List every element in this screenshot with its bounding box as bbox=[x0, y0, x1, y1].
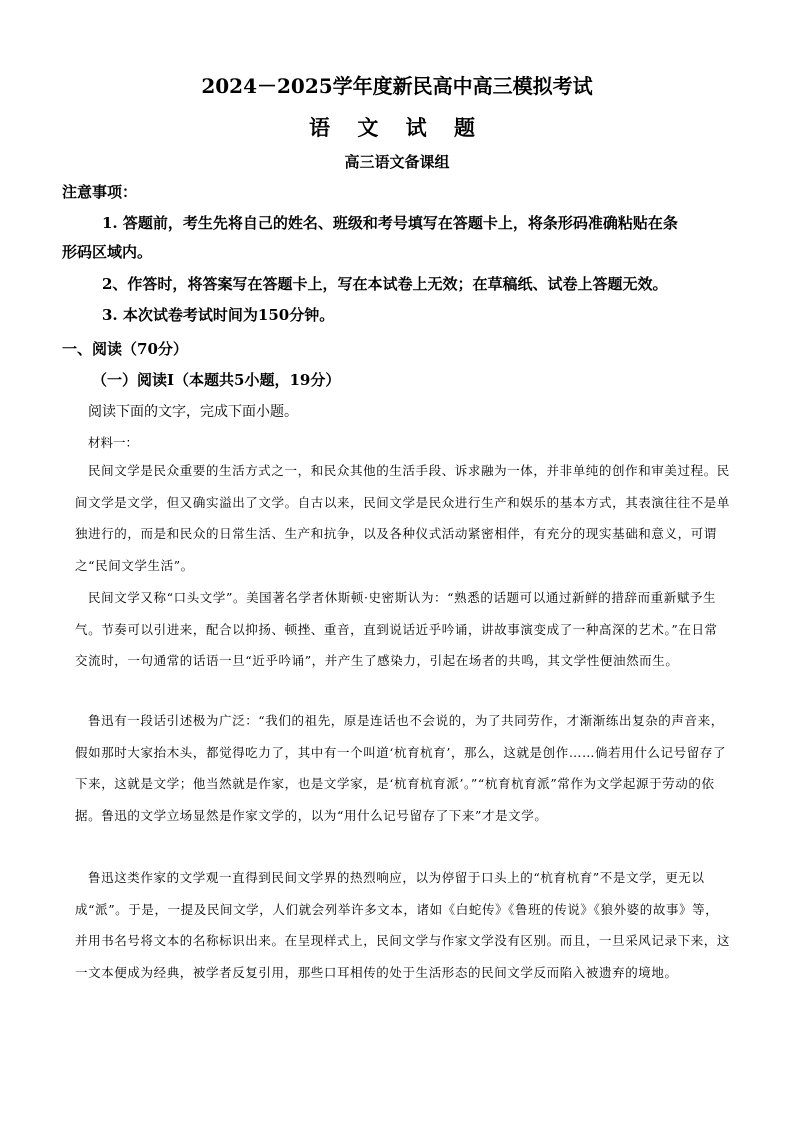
notice-item-2 bbox=[62, 270, 732, 299]
notice-item-1-line-1: 1. 答题前，考生先将自己的姓名、班级和考号填写在答题卡上，将条形码准确粘贴在条 bbox=[102, 214, 678, 232]
author-group: 高三语文备课组 bbox=[344, 153, 450, 171]
paragraph-2: 民间文学又称“口头文学”。美国著名学者休斯顿·史密斯认为：“熟悉的话题可以通过新鲜的措辞而重新赋予生气。节奏可以引进来，配合以抑扬、顿挫、重音，直到说话近乎吟诵，讲故事演变成了一种高深的艺术。”在日常交流时，一句通常的话语一旦“近乎吟诵”，并产生了感染力，引起在场者的共鸣，其文学性便油然而生。 bbox=[75, 590, 718, 668]
notice-heading: 注意事项： bbox=[62, 183, 138, 201]
subject-title: 语 文 试 题 bbox=[309, 115, 485, 140]
material-label: 材料一： bbox=[88, 435, 139, 450]
notice-item-3-text: 3. 本次试卷考试时间为150分钟。 bbox=[102, 306, 335, 324]
section-heading: 一、阅读（70分） bbox=[62, 340, 188, 358]
notice-item-1 bbox=[62, 209, 732, 267]
paragraph-4: 鲁迅这类作家的文学观一直得到民间文学界的热烈响应，以为停留于口头上的“杭育杭育”不是文学，更无以成“派”。于是，一提及民间文学，人们就会列举许多文本，诸如《白蛇传》《鲁班的传说》《狼外婆的故事》等，并用书名号将文本的名称标识出来。在呈现样式上，民间文学与作家文学没有区别。而且，一旦采风记录下来，这一文本便成为经典，被学者反复引用，那些口耳相传的处于生活形态的民间文学反而陷入被遗弃的境地。 bbox=[75, 870, 731, 980]
notice-item-1-line-2: 形码区域内。 bbox=[62, 243, 153, 261]
notice-item-3 bbox=[62, 301, 732, 330]
exam-title: 2024－2025学年度新民高中高三模拟考试 bbox=[201, 74, 593, 98]
paragraph-3: 鲁迅有一段话引述极为广泛：“我们的祖先，原是连话也不会说的，为了共同劳作，才渐渐练出复杂的声音来，假如那时大家抬木头，都觉得吃力了，其中有一个叫道‘杭育杭育’，那么，这就是创作……倘若用什么记号留存了下来，这就是文学；他当然就是作家，也是文学家，是‘杭育杭育派’。”“杭育杭育派”常作为文学起源于劳动的依据。鲁迅的文学立场显然是作家文学的，以为“用什么记号留存了下来”才是文学。 bbox=[75, 713, 727, 823]
reading-instruction: 阅读下面的文字，完成下面小题。 bbox=[88, 404, 298, 420]
subsection-heading: （一）阅读Ⅰ（本题共5小题，19分） bbox=[92, 371, 341, 389]
notice-item-2-text: 2、作答时，将答案写在答题卡上，写在本试卷上无效；在草稿纸、试卷上答题无效。 bbox=[102, 275, 668, 293]
paragraph-1: 民间文学是民众重要的生活方式之一，和民众其他的生活手段、诉求融为一体，并非单纯的创作和审美过程。民间文学是文学，但又确实溢出了文学。自古以来，民间文学是民众进行生产和娱乐的基本方式，其表演往往不是单独进行的，而是和民众的日常生活、生产和抗争，以及各种仪式活动紧密相伴，有充分的现实基础和意义，可谓之“民间文学生活”。 bbox=[75, 463, 731, 573]
